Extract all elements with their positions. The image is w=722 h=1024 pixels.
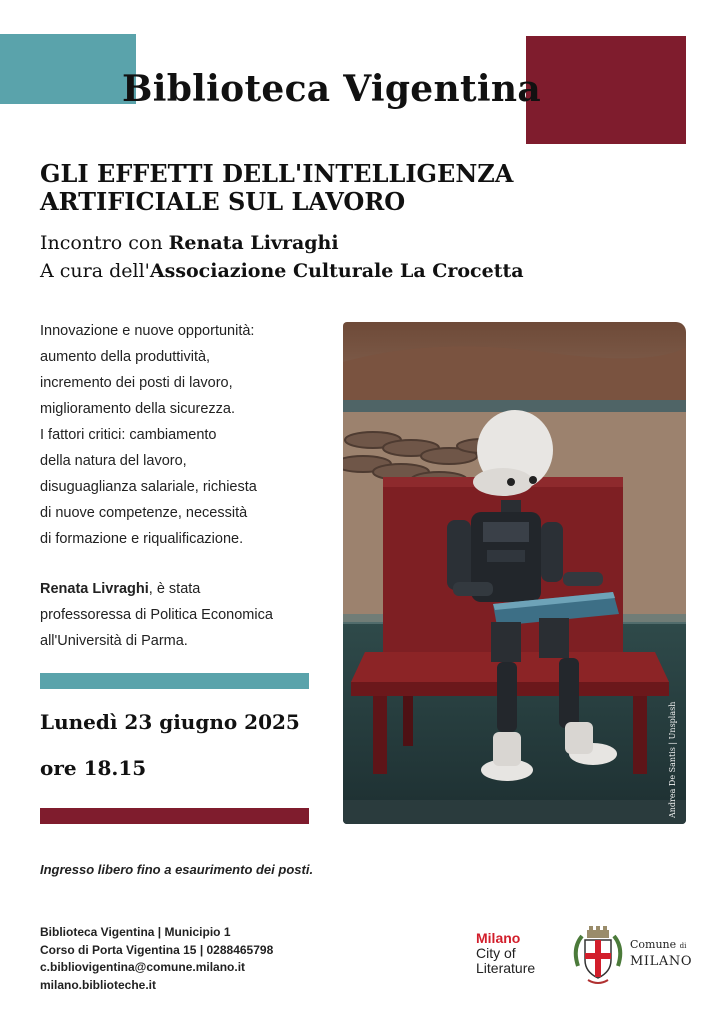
- event-title-line-2: ARTIFICIALE SUL LAVORO: [40, 187, 406, 216]
- photo-credit: Andrea De Santis | Unsplash: [668, 701, 677, 818]
- mcl-line-3: Literature: [476, 960, 536, 976]
- comune-line-1: [630, 937, 692, 954]
- description-line: di nuove competenze, necessità: [40, 505, 248, 521]
- bio-line-1-rest: , è stata: [148, 581, 201, 597]
- description-line: della natura del lavoro,: [40, 453, 187, 469]
- entry-note: Ingresso libero fino a esaurimento dei posti.: [40, 862, 314, 877]
- curator-prefix: A cura dell': [40, 260, 150, 282]
- description-line: incremento dei posti di lavoro,: [40, 375, 233, 391]
- robot-photo: [343, 322, 686, 824]
- speaker-prefix: Incontro con: [40, 232, 169, 254]
- contact-line-1: Biblioteca Vigentina | Municipio 1: [40, 925, 231, 939]
- maroon-decor-block: [526, 36, 686, 144]
- bio-line-1: [40, 576, 340, 602]
- comune-word: Comune: [630, 938, 677, 951]
- bio-name: Renata Livraghi: [40, 581, 149, 597]
- event-time: ore 18.15: [40, 756, 147, 780]
- speaker-line: [40, 232, 339, 254]
- description-line: Innovazione e nuove opportunità:: [40, 323, 255, 339]
- milano-city-of-literature-logo: [476, 931, 535, 976]
- teal-divider-bar: [40, 673, 309, 689]
- event-title-line-1: GLI EFFETTI DELL'INTELLIGENZA: [40, 159, 514, 188]
- contact-website: milano.biblioteche.it: [40, 977, 157, 992]
- contact-line-2: Corso di Porta Vigentina 15 | 0288465798: [40, 942, 274, 957]
- description-line: aumento della produttività,: [40, 349, 211, 365]
- event-title: [40, 160, 660, 216]
- description-line: disuguaglianza salariale, richiesta: [40, 479, 257, 495]
- curator-name: Associazione Culturale La Crocetta: [149, 260, 524, 282]
- comune-line-2: MILANO: [630, 954, 693, 969]
- mcl-line-2: City of: [476, 945, 516, 961]
- mcl-line-1: Milano: [476, 930, 521, 946]
- event-date: Lunedì 23 giugno 2025: [40, 710, 300, 734]
- description-line: I fattori critici: cambiamento: [40, 427, 217, 443]
- library-contacts: [40, 924, 273, 994]
- speaker-bio: [40, 576, 340, 654]
- comune-crest-icon: [570, 926, 626, 986]
- teal-decor-block: [0, 34, 136, 104]
- bio-line-3: all'Università di Parma.: [40, 633, 188, 649]
- comune-di-milano-logo: [630, 937, 692, 969]
- curator-line: [40, 260, 524, 282]
- description-line: di formazione e riqualificazione.: [40, 531, 244, 547]
- speaker-name: Renata Livraghi: [168, 232, 339, 254]
- comune-di-word: di: [679, 942, 687, 950]
- description-line: miglioramento della sicurezza.: [40, 401, 236, 417]
- bio-line-2: professoressa di Politica Economica: [40, 607, 273, 623]
- robot-photo-illustration: [343, 322, 686, 824]
- contact-email: c.bibliovigentina@comune.milano.it: [40, 960, 246, 974]
- library-title: Biblioteca Vigentina: [122, 68, 541, 110]
- maroon-divider-bar: [40, 808, 309, 824]
- event-description: [40, 318, 340, 552]
